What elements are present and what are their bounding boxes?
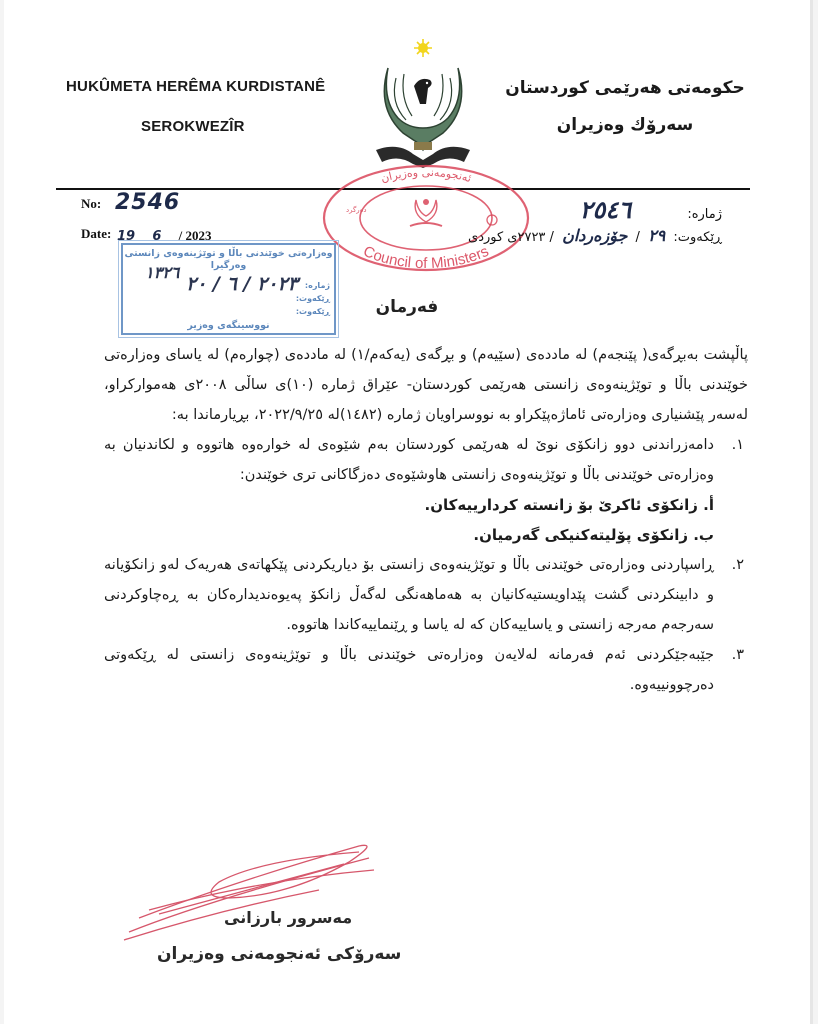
decree-item — [104, 550, 748, 640]
decree-item — [104, 430, 748, 490]
number-value: 2546 — [115, 190, 181, 215]
date-month-ku: جۆزەردان — [562, 226, 628, 245]
item-number: ٢. — [731, 557, 744, 573]
date-label: Date: — [81, 226, 112, 241]
stamp-label-date: ڕێکەوت: — [295, 294, 330, 303]
sun-icon — [414, 39, 432, 57]
stamp-label-date2: ڕێکەوت: — [295, 307, 330, 316]
document-body — [104, 340, 748, 700]
signatory-name: مەسرور بارزانی — [224, 908, 353, 927]
date-month: 6 — [152, 229, 162, 244]
date-year: / 2023 — [178, 228, 212, 243]
date-year-ku: / ٢٧٢٣ی کوردی — [468, 230, 554, 245]
date-day: 19 — [117, 229, 136, 244]
ministry-received-stamp: وەزارەتی خوێندنی باڵا و توێژینەوەی زانستی وەرگیرا ژمارە: ڕێکەوت: ڕێکەوت: ٢٠٢٣ / ٦ / ٢٠ $^{١٣٢٦}$ نووسینگەی وەزیر — [121, 243, 336, 335]
reference-ku: ژمارە: ٢٥٤٦ ڕێکەوت: ٢٩ / جۆزەردان / ٢٧٢٣ی کوردی — [468, 196, 722, 245]
item-text: ڕاسپاردنی وەزارەتی خوێندنی باڵا و توێژینەوەی زانستی بۆ دیاریکردنی پێکهاتەی هەریەک لەو زانکۆیانە و دابینکردنی گشت پێداویستیەکانیان بە هەماهەنگی لەگەڵ زانکۆ پەیوەندیدارەکان بە ڕەچاوکردنی سەرجەم مەرجە زانستی و یاساییەکان کە لە یاسا و ڕێنماییەکاندا هاتووە. — [104, 557, 714, 633]
header-kurdish — [495, 78, 755, 135]
date-day-ku: ٢٩ — [648, 226, 666, 245]
number-label: No: — [81, 196, 102, 211]
stamp-year: ٢٠٢٣ — [257, 273, 298, 295]
preamble: پاڵپشت بەبڕگەی( پێنجەم) لە ماددەی (سێیەم) و بڕگەی (یەکەم/١) لە ماددەی (چوارەم) لە یاسای وەزارەتی خوێندنی باڵا و توێژینەوەی زانستی هەرێمی کوردستان- عێراق ژمارە (١٠)ی ساڵی ٢٠٠٨ی هەموارکراو، لەسەر پێشنیاری وەزارەتی ئاماژەپێکراو بە نووسراویان ژمارە (١٤٨٢)لە ٢٠٢٢/٩/٢٥، بڕیارماندا بە: — [104, 347, 748, 423]
subitem-garmian-polytechnic: ب. زانکۆی پۆلیتەکنیکی گەرمیان. — [473, 526, 714, 544]
stamp-label-number: ژمارە: — [304, 281, 330, 290]
number-label-ku: ژمارە: — [687, 207, 722, 222]
org-name-ku: حکومەتی هەرێمی کوردستان — [505, 78, 745, 98]
seal-bottom-text: Council of Ministers — [360, 242, 492, 273]
decree-item — [104, 640, 748, 700]
stamp-day: ٢٠ — [186, 273, 207, 295]
item-number: ١. — [731, 437, 744, 453]
decree-page — [4, 0, 813, 1024]
seal-side-label: دەرگرد — [346, 206, 367, 214]
stamp-number: ١٣٢٦ — [145, 263, 180, 282]
signature-scribble — [119, 840, 379, 950]
document-title: فەرمان — [375, 297, 439, 317]
number-value-ku: ٢٥٤٦ — [579, 196, 632, 224]
date-label-ku: ڕێکەوت: — [673, 230, 722, 245]
stamp-ministry: وەزارەتی خوێندنی باڵا و توێژینەوەی زانستی — [124, 248, 333, 259]
office-name-ku: سەرۆك وەزیران — [556, 115, 694, 135]
office-name-en: SEROKWEZÎR — [141, 118, 245, 135]
kurdistan-emblem-icon — [368, 38, 478, 178]
seal-top-text: ئەنجومەنی وەزیران — [379, 165, 473, 186]
stamp-office: نووسینگەی وەزیر — [187, 320, 270, 331]
reference-en — [81, 190, 212, 256]
item-text: جێبەجێکردنی ئەم فەرمانە لەلایەن وەزارەتی خوێندنی باڵا و توێژینەوەی زانستی لە ڕێکەوتی دەرچوونییەوە. — [104, 647, 714, 693]
stamp-month: ٦ — [226, 273, 237, 295]
org-name-en: HUKÛMETA HERÊMA KURDISTANÊ — [66, 78, 326, 95]
subitem-akre-university: أ. زانکۆی ئاکرێ بۆ زانستە کردارییەکان. — [424, 496, 714, 514]
stamp-received: وەرگیرا — [210, 260, 247, 271]
signatory-title: سەرۆکی ئەنجومەنی وەزیران — [157, 944, 402, 964]
item-text: دامەزراندنی دوو زانکۆی نوێ لە هەرێمی کوردستان بەم شێوەی لە خوارەوە هاتووە و لکاندنیان بە وەزارەتی خوێندنی باڵا و توێژینەوەی زانستی هاوشێوەی دەزگاکانی تری خوێندن: — [104, 437, 714, 483]
header-english — [66, 78, 326, 135]
item-number: ٣. — [731, 647, 744, 663]
